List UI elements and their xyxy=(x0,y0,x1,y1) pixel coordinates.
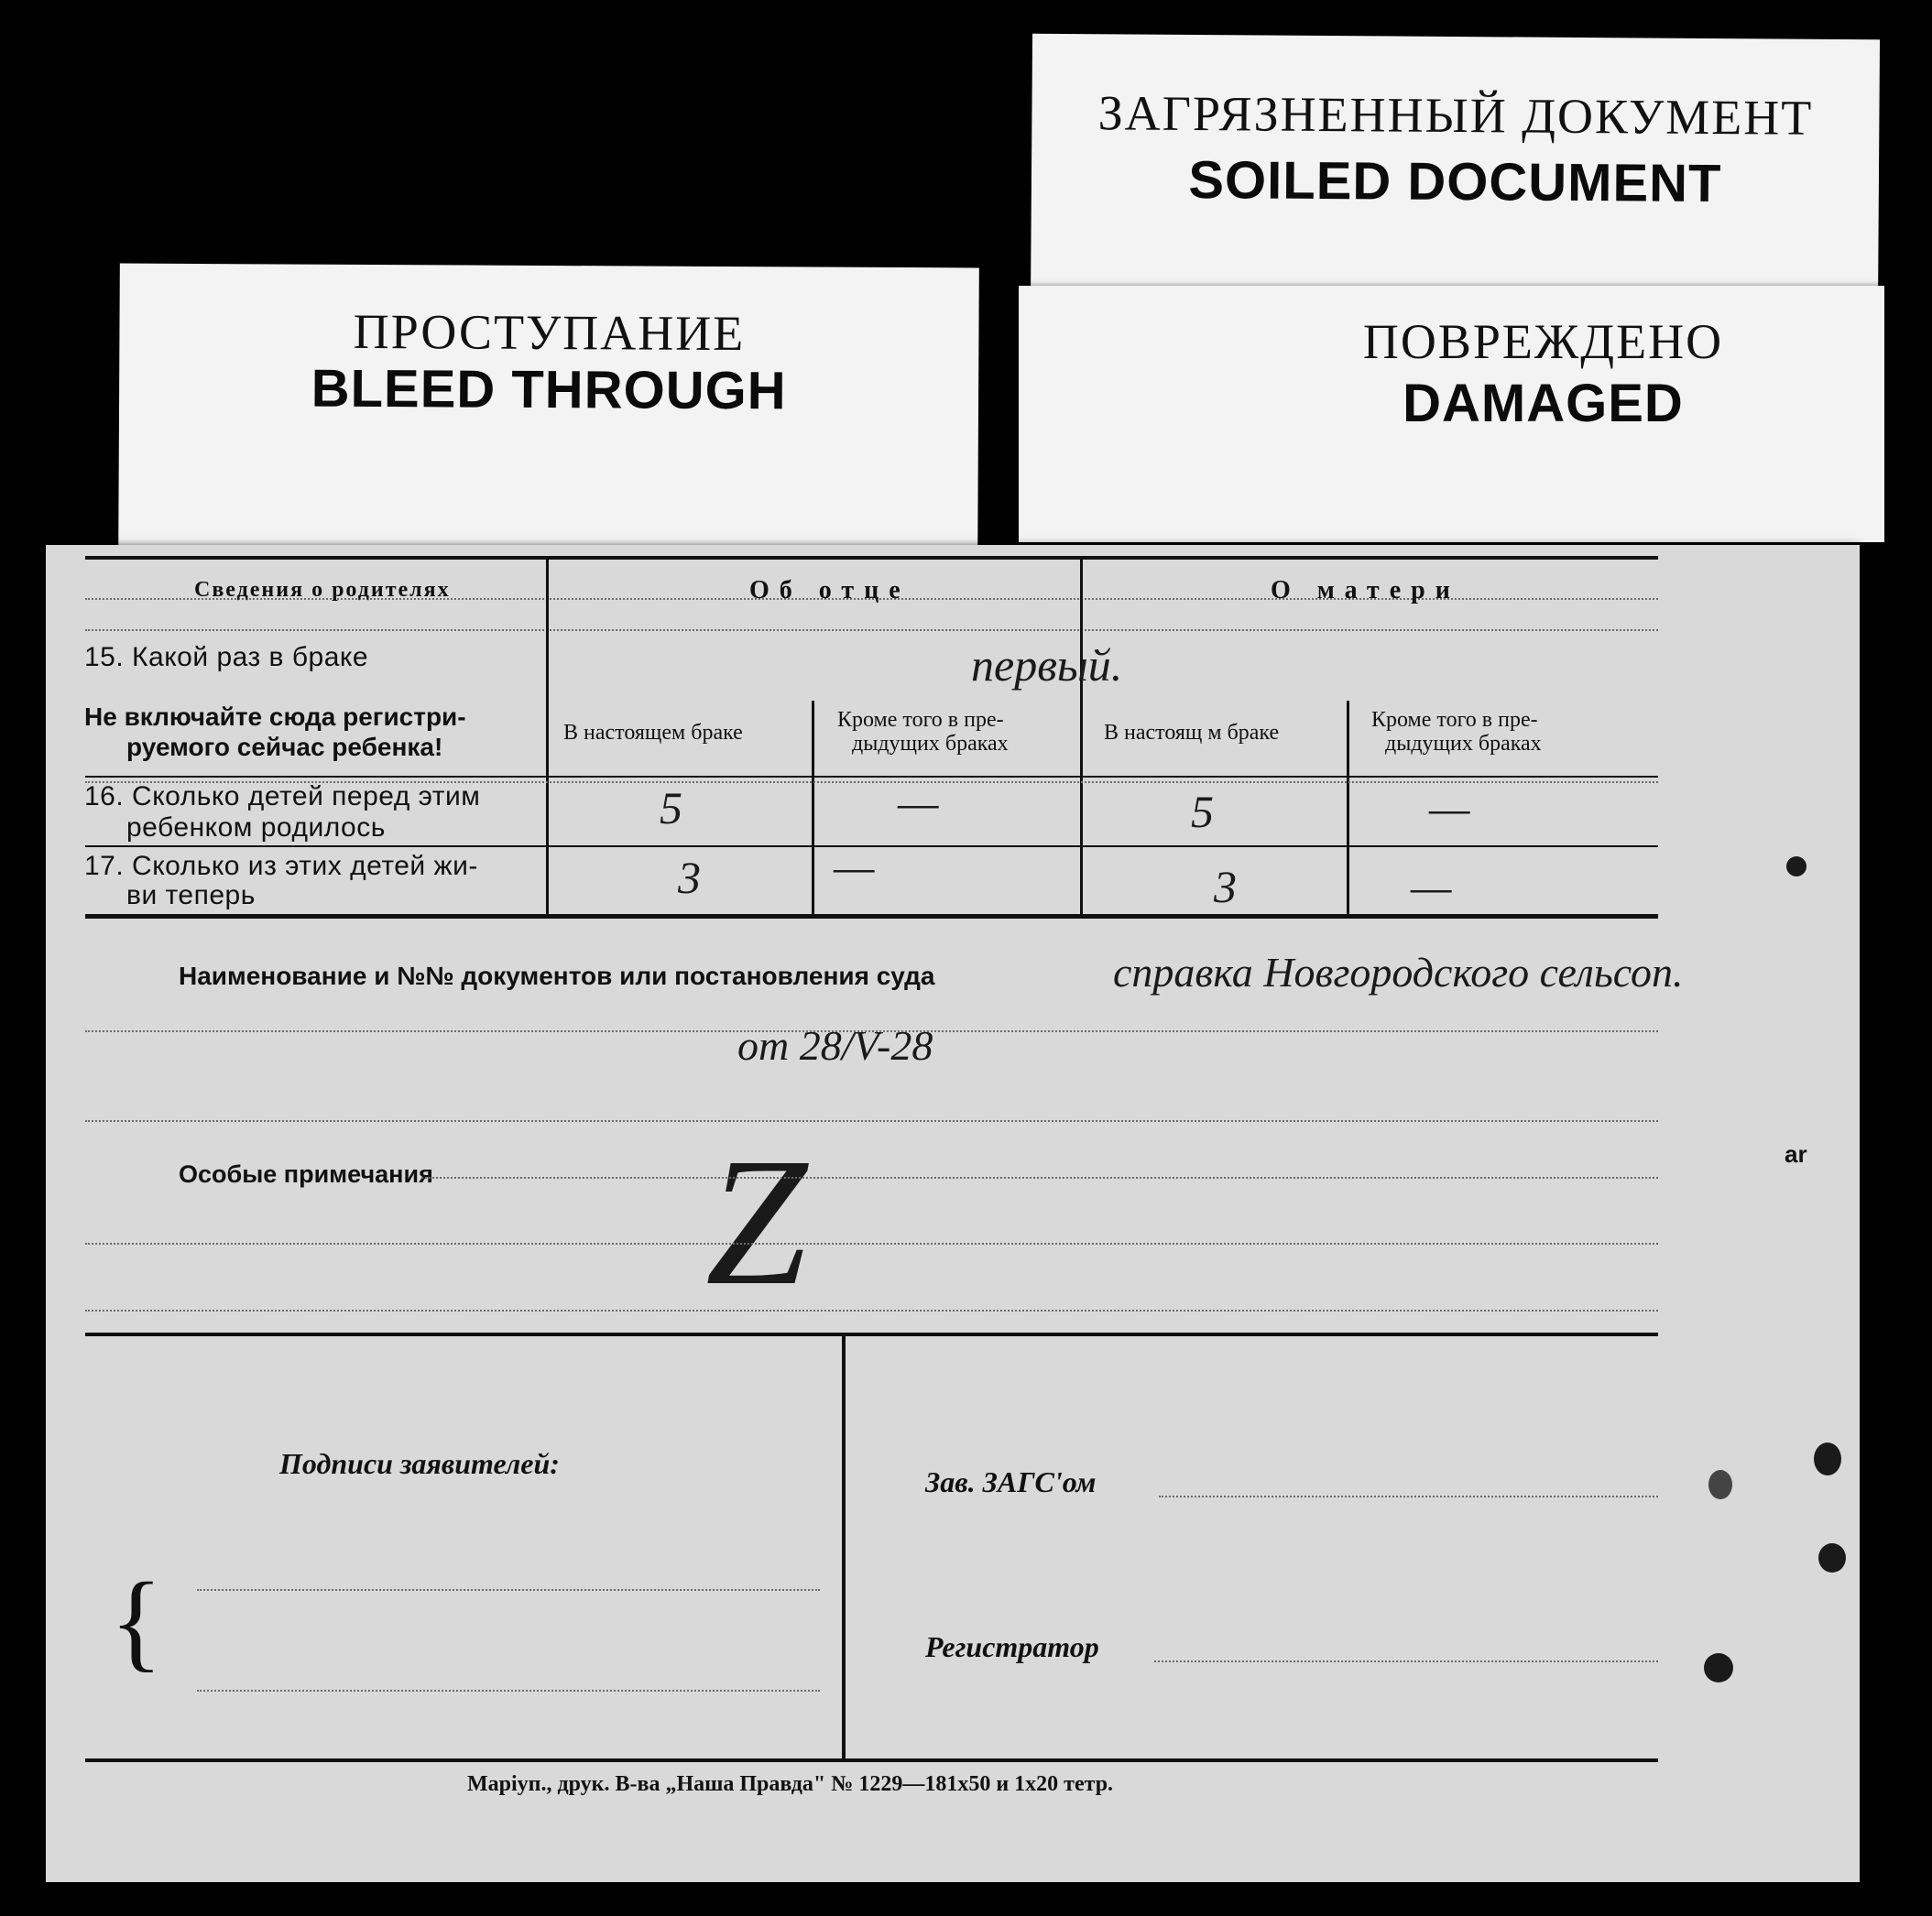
printer-imprint: Маріуп., друк. В-ва „Наша Правда" № 1229—181х50 и 1х20 тетр. xyxy=(467,1772,1114,1796)
damaged-label xyxy=(1019,286,1884,542)
soiled-label-ru: ЗАГРЯЗНЕННЫЙ ДОКУМЕНТ xyxy=(1097,85,1814,146)
q17-line-1: 17. Сколько из этих детей жи- xyxy=(84,851,478,881)
applicant-line-2 xyxy=(197,1690,820,1692)
q16-line-2: ребенком родилось xyxy=(126,812,386,843)
q17-line-2: ви теперь xyxy=(126,880,256,910)
bleed-label-en: BLEED THROUGH xyxy=(311,358,787,421)
applicant-line-1 xyxy=(197,1589,820,1591)
table-bottom-rule xyxy=(85,914,1658,919)
punch-hole xyxy=(1704,1653,1733,1682)
q16-mother-prev: — xyxy=(1429,782,1470,833)
form-bottom-rule xyxy=(85,1758,1658,1762)
edge-fragment: ar xyxy=(1785,1140,1807,1168)
q17-father-prev: — xyxy=(834,841,875,892)
remarks-bottom-rule xyxy=(85,1333,1658,1336)
q17-mother-prev: — xyxy=(1411,861,1452,912)
column-divider-2 xyxy=(1080,556,1083,918)
subcol-mother-current: В настоящ м браке xyxy=(1104,721,1280,745)
punch-hole xyxy=(1818,1543,1846,1573)
punch-hole xyxy=(1708,1470,1732,1499)
head-zags-label: Зав. ЗАГС'ом xyxy=(925,1465,1097,1498)
damaged-label-en: DAMAGED xyxy=(1403,374,1684,433)
q17-mother-current: 3 xyxy=(1214,861,1237,912)
documents-value-1: справка Новгородского сельсоп. xyxy=(1113,949,1684,996)
soiled-label-en: SOILED DOCUMENT xyxy=(1188,149,1722,214)
header-divider-2 xyxy=(85,629,1658,631)
punch-hole xyxy=(1814,1442,1841,1475)
column-divider-1 xyxy=(546,556,549,918)
registrar-label: Регистратор xyxy=(925,1630,1099,1663)
registrar-line xyxy=(1154,1660,1658,1662)
header-parents: Сведения о родителях xyxy=(194,578,451,602)
note-line-2: руемого сейчас ребенка! xyxy=(126,733,443,761)
column-divider-father xyxy=(812,701,814,918)
punch-hole xyxy=(1786,856,1806,876)
registration-form xyxy=(46,545,1860,1882)
column-divider-mother xyxy=(1347,701,1349,918)
q15-label: 15. Какой раз в браке xyxy=(84,642,369,672)
signature-divider xyxy=(842,1334,846,1760)
q16-father-current: 5 xyxy=(660,782,682,833)
remarks-line-1 xyxy=(421,1177,1658,1179)
head-zags-line xyxy=(1159,1496,1658,1497)
applicants-brace: { xyxy=(110,1560,163,1682)
subcol-father-prev-1: Кроме того в пре- xyxy=(837,708,1004,732)
remarks-line-3 xyxy=(85,1310,1658,1312)
remarks-line-2 xyxy=(85,1243,1658,1245)
subcol-father-prev-2: дыдущих браках xyxy=(852,732,1009,756)
documents-value-2: от 28/V-28 xyxy=(737,1022,933,1069)
header-mother: О матери xyxy=(1271,576,1460,604)
soiled-document-label xyxy=(1031,34,1880,314)
subcol-mother-prev-1: Кроме того в пре- xyxy=(1371,708,1538,732)
header-father: Об отце xyxy=(749,576,911,604)
q16-father-prev: — xyxy=(898,777,939,828)
note-line-1: Не включайте сюда регистри- xyxy=(84,702,466,731)
row-rule-16 xyxy=(85,776,1658,778)
table-top-rule xyxy=(85,556,1658,560)
applicants-signature-label: Подписи заявителей: xyxy=(279,1447,560,1480)
subcol-mother-prev-2: дыдущих браках xyxy=(1385,732,1542,756)
documents-label: Наименование и №№ документов или постановления суда xyxy=(179,962,935,990)
documents-line-2 xyxy=(85,1120,1658,1122)
q17-father-current: 3 xyxy=(678,852,701,903)
subcol-father-current: В настоящем браке xyxy=(563,721,743,745)
damaged-label-ru: ПОВРЕЖДЕНО xyxy=(1362,314,1724,369)
remarks-label: Особые примечания xyxy=(179,1160,433,1188)
bleed-through-label xyxy=(118,264,979,561)
bleed-label-ru: ПРОСТУПАНИЕ xyxy=(353,303,746,362)
remarks-value: Z xyxy=(705,1121,808,1323)
documents-line-1 xyxy=(85,1030,1658,1032)
q16-line-1: 16. Сколько детей перед этим xyxy=(84,781,481,811)
q15-answer: первый. xyxy=(971,639,1123,691)
q16-mother-current: 5 xyxy=(1191,786,1214,837)
